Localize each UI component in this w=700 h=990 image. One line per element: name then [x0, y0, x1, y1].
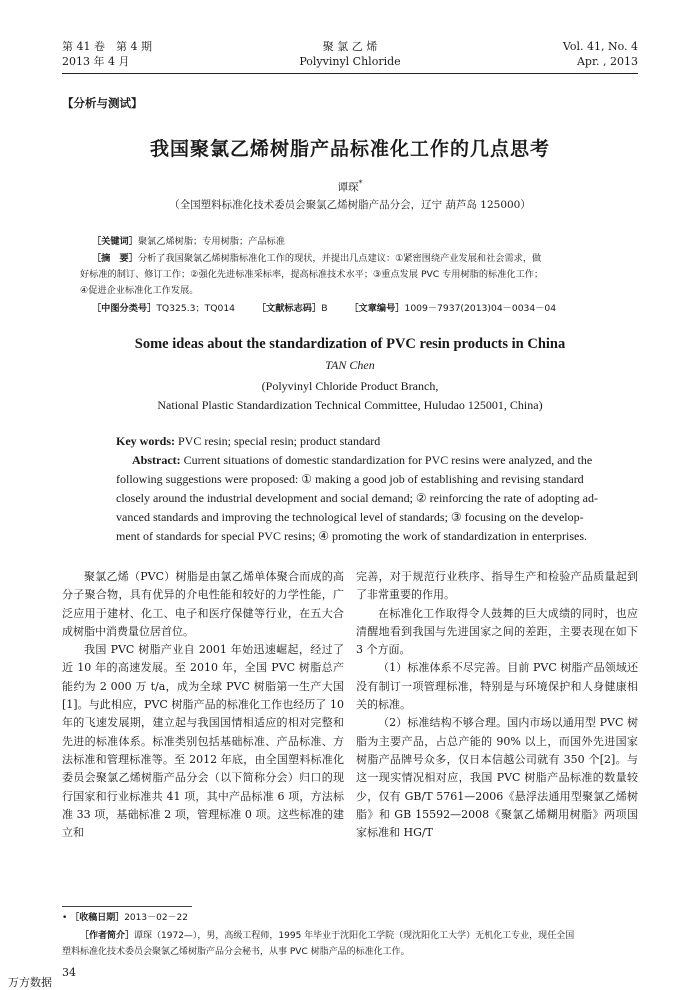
abstract-cn-line1: ［摘 要］分析了我国聚氯乙烯树脂标准化工作的现状，并提出几点建议：①紧密围绕产业发展和社会需求，做	[92, 253, 542, 264]
abstract-cn-line2: 好标准的制订、修订工作；②强化先进标准采标率，提高标准技术水平；③重点发展 PVC 专用树脂的标准化工作；	[80, 269, 544, 280]
journal-name-cn: 聚 氯 乙 烯	[322, 40, 378, 53]
body-paragraph: 我国 PVC 树脂产业自 2001 年始迅速崛起，经过了近 10 年的高速发展。至 2010 年，全国 PVC 树脂总产能约为 2 000 万 t/a，成为全球 PVC 树脂第一生产大国[1]。与此相应，PVC 树脂产品的标准化工作也经历了 10 年的飞速发展期，建立起与我国国情相适应的相对完整和先进的标准体系。标准类别包括基础标准、产品标准、方法标准和管理标准等。至 2012 年底，由全国塑料标准化委员会聚氯乙烯树脂产品分会（以下简称分会）归口的现行国家和行业标准共 41 项，其中产品标准 6 项，方法标准 33 项，基础标准 2 项，管理标准 0 项。这些标准的建立和	[62, 643, 344, 840]
article-title-cn: 我国聚氯乙烯树脂产品标准化工作的几点思考	[149, 138, 550, 160]
body-paragraph: 在标准化工作取得令人鼓舞的巨大成绩的同时，也应清醒地看到我国与先进国家之间的差距，主要表现在如下 3 个方面。	[356, 606, 638, 657]
journal-name-en: Polyvinyl Chloride	[299, 55, 401, 68]
body-paragraph: （1）标准体系不尽完善。目前 PVC 树脂产品领域还没有制订一项管理标准，特别是与环境保护和人身健康相关的标准。	[356, 661, 638, 712]
classification-line: ［中图分类号］TQ325.3；TQ014 ［文献标志码］B ［文章编号］1009－7937(2013)04－0034－04	[92, 303, 557, 314]
footnote-author-line2: 塑料标准化技术委员会聚氯乙烯树脂产品分会秘书，从事 PVC 树脂产品的标准化工作。	[62, 947, 410, 957]
author-en: TAN Chen	[325, 358, 375, 372]
article-title-en: Some ideas about the standardization of PVC resin products in China	[134, 336, 566, 352]
abstract-en-line4: vanced standards and improving the technological level of standards; ③ focusing on the develop-	[116, 510, 584, 524]
affiliation-cn: （全国塑料标准化技术委员会聚氯乙烯树脂产品分会，辽宁 葫芦岛 125000）	[169, 199, 531, 211]
abstract-en-line3: closely around the industrial development and social demand; ② reinforcing the rate of adopting ad-	[116, 491, 598, 505]
footnote-rule	[62, 906, 192, 907]
abstract-en-line1: Abstract: Current situations of domestic standardization for PVC resins were analyzed, and the	[132, 453, 593, 467]
footnote-received: • ［收稿日期］2013－02－22	[62, 913, 189, 923]
affiliation-en-line2: National Plastic Standardization Technical Committee, Huludao 125001, China)	[157, 398, 543, 412]
journal-volume-cn: 第 41 卷 第 4 期	[62, 40, 152, 53]
footnote-author-line1: ［作者简介］谭琛（1972—），男，高级工程师，1995 年毕业于沈阳化工学院（现沈阳化工大学）无机化工专业，现任全国	[80, 931, 575, 941]
abstract-cn-line3: ④促进企业标准化工作发展。	[80, 285, 199, 296]
body-column-left	[62, 568, 344, 842]
abstract-en-line2: following suggestions were proposed: ① making a good job of establishing and revising standard	[116, 472, 584, 486]
journal-volume-en: Vol. 41, No. 4	[562, 40, 638, 53]
body-paragraph: 完善，对于规范行业秩序、指导生产和检验产品质量起到了非常重要的作用。	[356, 570, 638, 602]
body-paragraph: （2）标准结构不够合理。国内市场以通用型 PVC 树脂为主要产品，占总产能的 90% 以上，而国外先进国家树脂产品牌号众多，仅日本信越公司就有 350 个[2]。与这一现实情况相对应，我国 PVC 树脂产品标准的数量较少，仅有 GB/T 5761—2006《悬浮法通用型聚氯乙烯树脂》和 GB 15592—2008《聚氯乙烯糊用树脂》两项国家标准和 HG/T	[356, 716, 638, 840]
watermark-text: 万方数据	[8, 976, 52, 989]
author-cn: 谭琛*	[337, 179, 363, 194]
body-column-right	[356, 568, 638, 842]
keywords-en: Key words: PVC resin; special resin; product standard	[116, 434, 381, 448]
header-rule	[62, 73, 638, 74]
page-number: 34	[62, 966, 76, 979]
journal-date-en: Apr. , 2013	[576, 55, 638, 68]
affiliation-en-line1: (Polyvinyl Chloride Product Branch,	[261, 379, 439, 393]
body-paragraph: 聚氯乙烯（PVC）树脂是由氯乙烯单体聚合而成的高分子聚合物，具有优异的介电性能和较好的力学性能，广泛应用于建材、化工、电子和医疗保健等行业，在五大合成树脂中消费量位居首位。	[62, 570, 344, 638]
section-tag: 【分析与测试】	[62, 96, 143, 110]
abstract-en-line5: ment of standards for special PVC resins; ④ promoting the work of standardization in enterprises.	[116, 529, 587, 543]
journal-date-cn: 2013 年 4 月	[62, 55, 130, 68]
keywords-cn: ［关键词］聚氯乙烯树脂；专用树脂；产品标准	[92, 236, 285, 247]
